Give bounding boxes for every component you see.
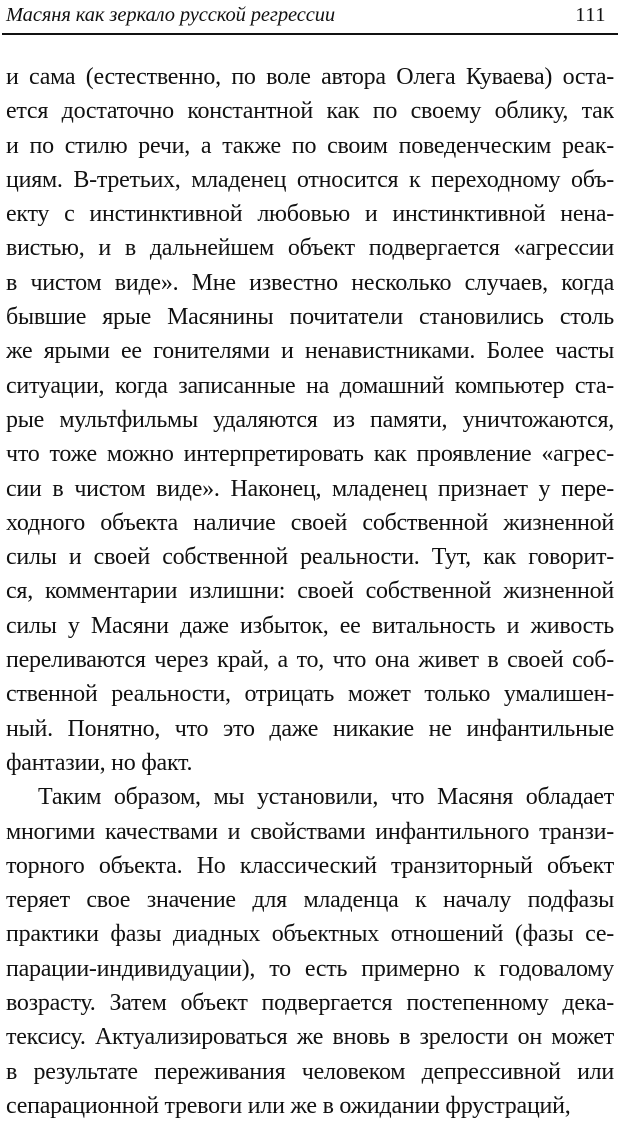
text-line: ситуации, когда записанные на домашний компьютер ста- bbox=[6, 372, 614, 399]
text-line: же ярыми ее гонителями и ненавистниками. Более часты bbox=[6, 338, 614, 365]
text-line: силы у Масяни даже избыток, ее витальность и живость bbox=[6, 612, 614, 639]
text-line: рые мультфильмы удаляются из памяти, уничтожаются, bbox=[6, 406, 614, 433]
text-line: ный. Понятно, что это даже никакие не инфантильные bbox=[6, 715, 614, 742]
text-line: силы и своей собственной реальности. Тут, как говорит- bbox=[6, 544, 614, 571]
text-line: в чистом виде». Мне известно несколько случаев, когда bbox=[6, 269, 614, 296]
text-line: парации-индивидуации), то есть примерно к годовалому bbox=[6, 955, 614, 982]
text-line: переливаются через край, а то, что она живет в своей соб- bbox=[6, 647, 614, 674]
text-line: и по стилю речи, а также по своим поведенческим реак- bbox=[6, 132, 614, 159]
text-line: ся, комментарии излишни: своей собственной жизненной bbox=[6, 578, 614, 605]
text-line: Таким образом, мы установили, что Масяня обладает bbox=[38, 784, 614, 811]
text-line: фантазии, но факт. bbox=[6, 749, 193, 776]
text-line: что тоже можно интерпретировать как проявление «агрес- bbox=[6, 441, 614, 468]
text-line: теряет свое значение для младенца к началу подфазы bbox=[6, 887, 614, 914]
text-line: в результате переживания человеком депрессивной или bbox=[6, 1058, 614, 1085]
text-line: ственной реальности, отрицать может только умалишен- bbox=[6, 681, 614, 708]
text-line: сепарационной тревоги или же в ожидании фрустраций, bbox=[6, 1092, 571, 1119]
running-title: Масяня как зеркало русской регрессии bbox=[6, 4, 336, 26]
running-head bbox=[6, 2, 610, 28]
text-line: ходного объекта наличие своей собственной жизненной bbox=[6, 509, 614, 536]
body-text bbox=[6, 60, 614, 1123]
text-line: циям. В-третьих, младенец относится к переходному объ- bbox=[6, 166, 614, 193]
text-line: вистью, и в дальнейшем объект подвергается «агрессии bbox=[6, 235, 614, 262]
text-line: бывшие ярые Масянины почитатели становились столь bbox=[6, 304, 614, 331]
text-line: практики фазы диадных объектных отношений (фазы се- bbox=[6, 921, 614, 948]
text-line: торного объекта. Но классический транзиторный объект bbox=[6, 852, 614, 879]
text-line: тексису. Актуализироваться же вновь в зрелости он может bbox=[6, 1024, 614, 1051]
text-line: екту с инстинктивной любовью и инстинктивной нена- bbox=[6, 201, 614, 228]
header-rule bbox=[2, 33, 618, 35]
text-line: и сама (естественно, по воле автора Олега Куваева) оста- bbox=[6, 64, 614, 90]
text-line: ется достаточно константной как по своему облику, так bbox=[6, 98, 614, 125]
text-line: сии в чистом виде». Наконец, младенец признает у пере- bbox=[6, 475, 614, 502]
text-line: возрасту. Затем объект подвергается постепенному дека- bbox=[6, 990, 614, 1017]
page-number: 111 bbox=[575, 4, 606, 26]
text-line: многими качествами и свойствами инфантильного транзи- bbox=[6, 818, 614, 845]
